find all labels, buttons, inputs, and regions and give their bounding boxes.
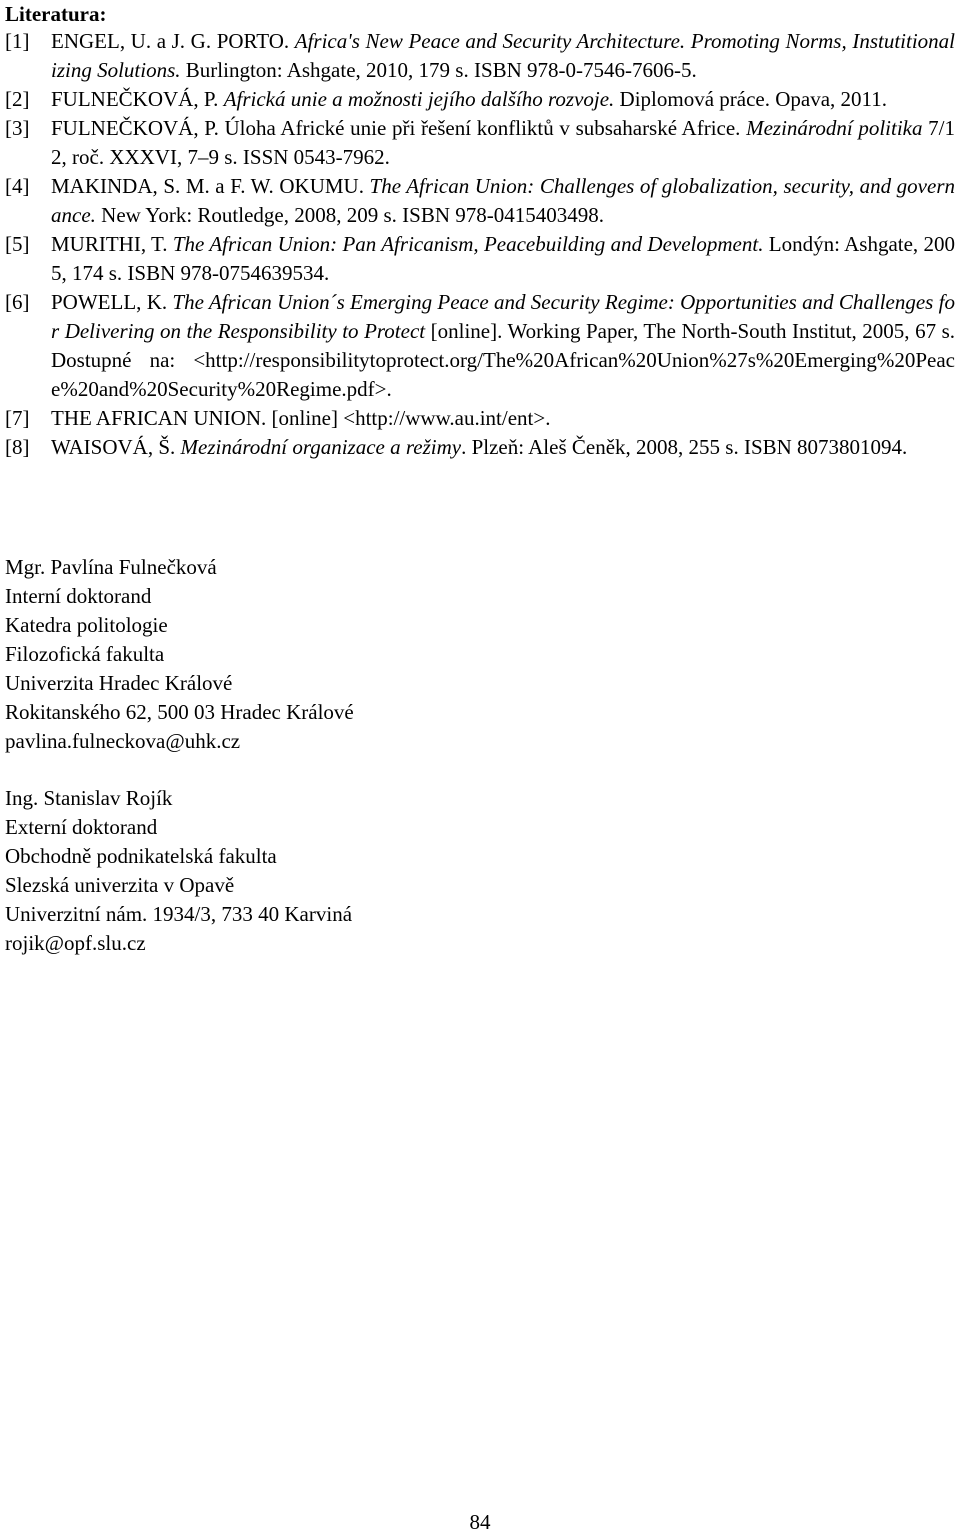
reference-number: [3] (5, 116, 30, 140)
reference-text: MAKINDA, S. M. a F. W. OKUMU. (51, 174, 370, 198)
author-line: Univerzitní nám. 1934/3, 733 40 Karviná (5, 902, 353, 926)
document-page (5, 0, 955, 958)
reference-number: [4] (5, 174, 30, 198)
author-line: Slezská univerzita v Opavě (5, 873, 235, 897)
reference-list (5, 27, 955, 462)
reference-item (5, 27, 955, 85)
reference-text: [online]. Working Paper, The North-South Institut, 2005, 67 s. Dostupné na: <http://responsibilitytoprotect.org/The%20African%20Union%27s%20Emerging%20Peace%20and%20Security%20Regime.pdf>. (51, 319, 956, 401)
author-line: rojik@opf.slu.cz (5, 931, 146, 955)
reference-text: WAISOVÁ, Š. (51, 435, 181, 459)
reference-item (5, 114, 955, 172)
reference-number: [8] (5, 435, 30, 459)
author-line: Interní doktorand (5, 584, 152, 608)
reference-item (5, 85, 955, 114)
author-line: Univerzita Hradec Králové (5, 671, 233, 695)
page-number: 84 (469, 1510, 491, 1534)
reference-text: FULNEČKOVÁ, P. (51, 87, 224, 111)
reference-title: Africa's New Peace and Security Architecture. Promoting Norms, Instutitionalizing Solutions. (51, 29, 955, 82)
reference-item (5, 230, 955, 288)
author-line: pavlina.fulneckova@uhk.cz (5, 729, 241, 753)
reference-number: [6] (5, 290, 30, 314)
reference-item (5, 433, 955, 462)
reference-title: Africká unie a možnosti jejího dalšího rozvoje. (223, 87, 615, 111)
reference-number: [5] (5, 232, 30, 256)
reference-text: POWELL, K. (51, 290, 173, 314)
reference-title: Mezinárodní politika (746, 116, 923, 140)
reference-title: The African Union: Pan Africanism, Peacebuilding and Development. (172, 232, 764, 256)
reference-text: MURITHI, T. (51, 232, 173, 256)
author-line: Externí doktorand (5, 815, 158, 839)
author-line: Obchodně podnikatelská fakulta (5, 844, 277, 868)
reference-text: ENGEL, U. a J. G. PORTO. (51, 29, 295, 53)
reference-text: Londýn: Ashgate, 2005, 174 s. ISBN 978-0754639534. (51, 232, 955, 285)
author-line: Ing. Stanislav Rojík (5, 786, 173, 810)
author-line: Mgr. Pavlína Fulnečková (5, 555, 217, 579)
reference-text: Burlington: Ashgate, 2010, 179 s. ISBN 978-0-7546-7606-5. (180, 58, 697, 82)
reference-number: [1] (5, 29, 30, 53)
author-block (5, 553, 955, 756)
reference-number: [7] (5, 406, 30, 430)
reference-title: Mezinárodní organizace a režimy (180, 435, 462, 459)
reference-text: FULNEČKOVÁ, P. Úloha Africké unie při řešení konfliktů v subsaharské Africe. (51, 116, 747, 140)
author-block (5, 784, 955, 958)
reference-item (5, 172, 955, 230)
reference-text: 7/12, roč. XXXVI, 7–9 s. ISSN 0543-7962. (51, 116, 955, 169)
author-line: Katedra politologie (5, 613, 168, 637)
reference-item (5, 288, 955, 404)
reference-text: Diplomová práce. Opava, 2011. (614, 87, 888, 111)
reference-text: THE AFRICAN UNION. [online] <http://www.au.int/ent>. (51, 406, 551, 430)
author-line: Filozofická fakulta (5, 642, 165, 666)
bibliography-heading: Literatura: (5, 2, 107, 26)
reference-number: [2] (5, 87, 30, 111)
author-affiliations (5, 553, 955, 958)
author-line: Rokitanského 62, 500 03 Hradec Králové (5, 700, 354, 724)
reference-item (5, 404, 955, 433)
reference-text: . Plzeň: Aleš Čeněk, 2008, 255 s. ISBN 8073801094. (461, 435, 908, 459)
reference-text: New York: Routledge, 2008, 209 s. ISBN 978-0415403498. (95, 203, 604, 227)
reference-title: The African Union´s Emerging Peace and Security Regime: Opportunities and Challenges for Delivering on the Responsibility to Protect (51, 290, 955, 343)
reference-title: The African Union: Challenges of globalization, security, and governance. (51, 174, 955, 227)
